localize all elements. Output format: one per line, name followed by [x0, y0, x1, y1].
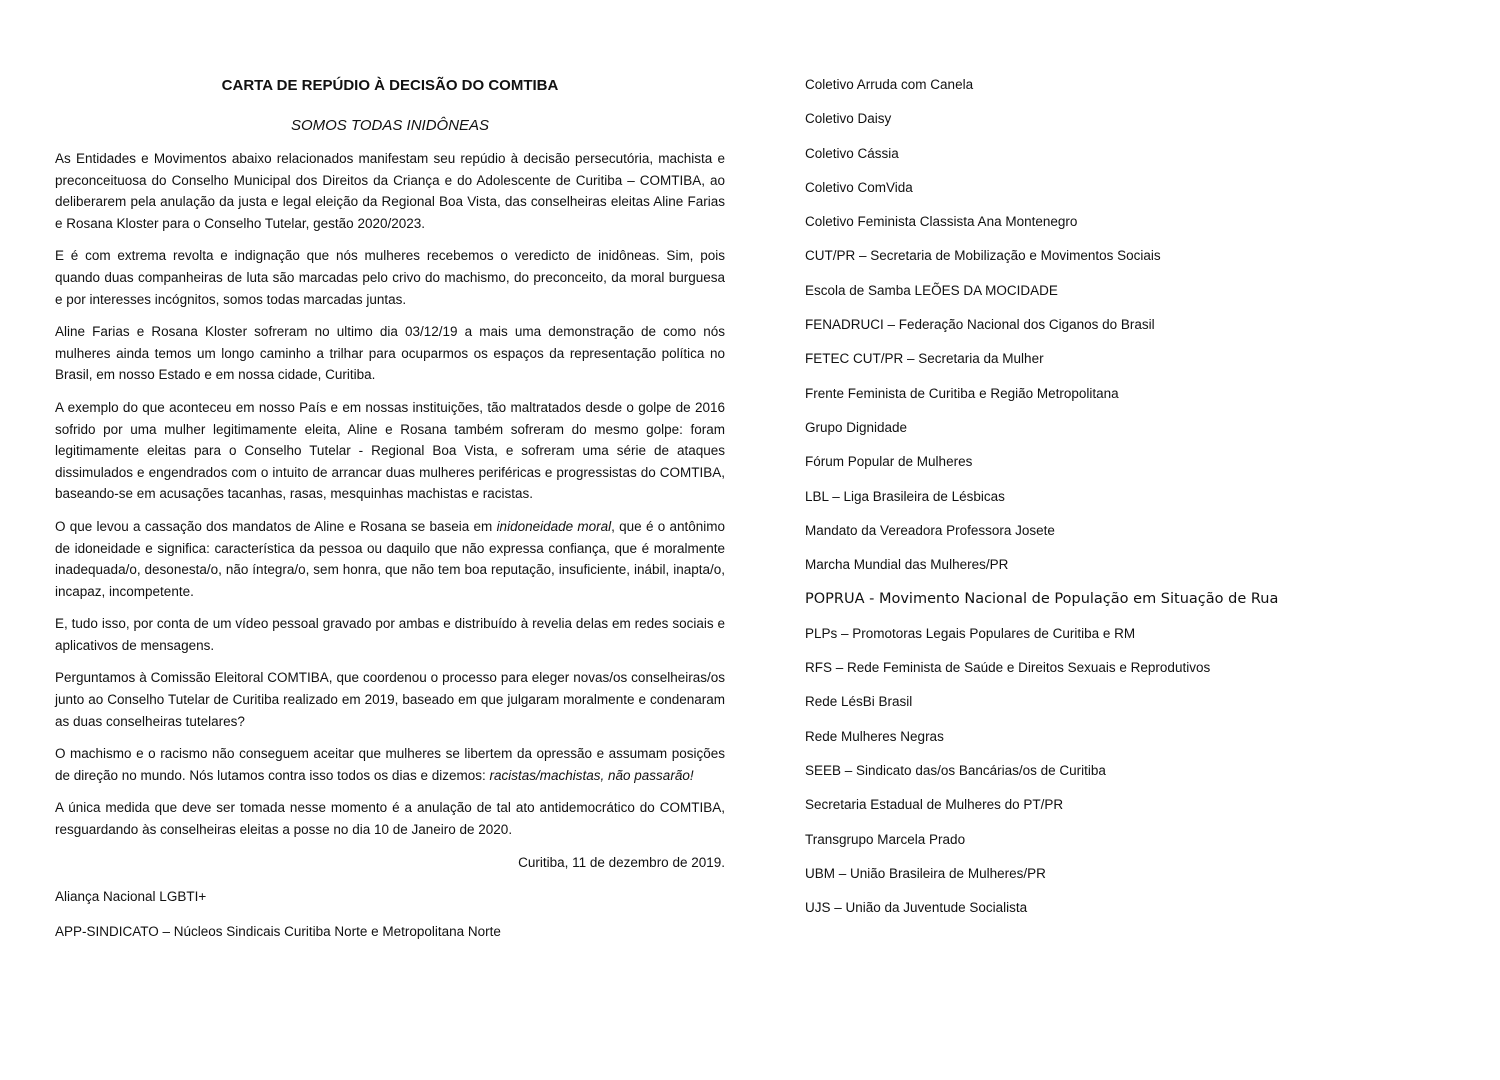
paragraph-3: Aline Farias e Rosana Kloster sofreram no ultimo dia 03/12/19 a mais uma demonstração de como nós mulheres ainda temos um longo caminho a trilhar para ocuparmos os espaços da representação política no Brasil, em nosso Estado e em nossa cidade, Curitiba.	[55, 324, 725, 383]
signatory-item: LBL – Liga Brasileira de Lésbicas	[805, 488, 1005, 504]
letter-date: Curitiba, 11 de dezembro de 2019.	[518, 854, 725, 870]
signatory-item: CUT/PR – Secretaria de Mobilização e Movimentos Sociais	[805, 248, 1161, 264]
paragraph-8-emphasis: racistas/machistas, não passarão!	[489, 767, 694, 783]
letter-title: CARTA DE REPÚDIO À DECISÃO DO COMTIBA	[221, 77, 559, 94]
signatories-list	[805, 74, 1445, 931]
paragraph-5-text-b: , que é o antônimo de idoneidade e significa: característica da pessoa ou daquilo que não expressa confiança, que é moralmente inadequada/o, desonesta/o, não íntegra/o, sem honra, que não tem boa reputação, insuficiente, inábil, inapta/o, incapaz, incompetente.	[55, 518, 725, 599]
paragraph-2: E é com extrema revolta e indignação que nós mulheres recebemos o veredicto de inidôneas. Sim, pois quando duas companheiras de luta são marcadas pelo crivo do machismo, do preconceito, da moral burguesa e por interesses incógnitos, somos todas marcadas juntas.	[55, 248, 725, 307]
signatory-item: PLPs – Promotoras Legais Populares de Curitiba e RM	[805, 625, 1136, 641]
signatory-item: Fórum Popular de Mulheres	[805, 454, 973, 470]
paragraph-6: E, tudo isso, por conta de um vídeo pessoal gravado por ambas e distribuído à revelia delas em redes sociais e aplicativos de mensagens.	[55, 616, 725, 653]
signatory-item: Coletivo Daisy	[805, 111, 892, 127]
signatory-item: Marcha Mundial das Mulheres/PR	[805, 557, 1009, 573]
signatory-item: UBM – União Brasileira de Mulheres/PR	[805, 865, 1046, 881]
signatory-item: FENADRUCI – Federação Nacional dos Ciganos do Brasil	[805, 317, 1155, 333]
signatory-item: Rede LésBi Brasil	[805, 694, 913, 710]
signatory-item: Escola de Samba LEÕES DA MOCIDADE	[805, 282, 1058, 298]
paragraph-5	[55, 516, 725, 602]
signatory-item: POPRUA - Movimento Nacional de População em Situação de Rua	[805, 591, 1279, 608]
signatory-item: Mandato da Vereadora Professora Josete	[805, 522, 1055, 538]
letter-subtitle: SOMOS TODAS INIDÔNEAS	[290, 117, 490, 134]
signatory-item: Coletivo Cássia	[805, 145, 899, 161]
paragraph-8	[55, 743, 725, 786]
signatory-item: Rede Mulheres Negras	[805, 728, 944, 744]
signatory-item: SEEB – Sindicato das/os Bancárias/os de Curitiba	[805, 762, 1106, 778]
paragraph-7: Perguntamos à Comissão Eleitoral COMTIBA, que coordenou o processo para eleger novas/os conselheiras/os junto ao Conselho Tutelar de Curitiba realizado em 2019, baseado em que julgaram moralmente e condenaram as duas conselheiras tutelares?	[55, 670, 725, 729]
signatory-item: FETEC CUT/PR – Secretaria da Mulher	[805, 351, 1044, 367]
letter-column	[55, 76, 725, 955]
signatory-item: Coletivo Arruda com Canela	[805, 77, 974, 92]
signatory-item: UJS – União da Juventude Socialista	[805, 900, 1028, 916]
paragraph-8-text: O machismo e o racismo não conseguem aceitar que mulheres se libertem da opressão e assumam posições de direção no mundo. Nós lutamos contra isso todos os dias e dizemos:	[55, 746, 725, 783]
signatory-item: RFS – Rede Feminista de Saúde e Direitos Sexuais e Reprodutivos	[805, 660, 1211, 676]
paragraph-5-text-a: O que levou a cassação dos mandatos de Aline e Rosana se baseia em	[55, 518, 497, 534]
signatory-item: Grupo Dignidade	[805, 419, 908, 435]
signatory-item: Secretaria Estadual de Mulheres do PT/PR	[805, 797, 1064, 813]
paragraph-4: A exemplo do que aconteceu em nosso País e em nossas instituições, tão maltratados desde o golpe de 2016 sofrido por uma mulher legitimamente eleita, Aline e Rosana também sofreram do mesmo golpe: foram legitimamente eleitas para o Conselho Tutelar - Regional Boa Vista, e sofreram uma série de ataques dissimulados e engendrados com o intuito de arrancar duas mulheres periféricas e progressistas do COMTIBA, baseando-se em acusações tacanhas, rasas, mesquinhas machistas e racistas.	[55, 399, 725, 502]
signatory-item: APP-SINDICATO – Núcleos Sindicais Curitiba Norte e Metropolitana Norte	[55, 923, 501, 939]
signatory-item: Aliança Nacional LGBTI+	[55, 889, 207, 905]
signatory-item: Frente Feminista de Curitiba e Região Metropolitana	[805, 385, 1119, 401]
signatory-item: Coletivo Feminista Classista Ana Montenegro	[805, 214, 1078, 230]
signatory-item: Transgrupo Marcela Prado	[805, 831, 966, 847]
paragraph-9: A única medida que deve ser tomada nesse momento é a anulação de tal ato antidemocrático do COMTIBA, resguardando às conselheiras eleitas a posse no dia 10 de Janeiro de 2020.	[55, 800, 725, 838]
paragraph-5-emphasis: inidoneidade moral	[496, 518, 612, 534]
signatory-item: Coletivo ComVida	[805, 179, 913, 195]
paragraph-1: As Entidades e Movimentos abaixo relacionados manifestam seu repúdio à decisão persecutória, machista e preconceituosa do Conselho Municipal dos Direitos da Criança e do Adolescente de Curitiba – COMTIBA, ao deliberarem pela anulação da justa e legal eleição da Regional Boa Vista, das conselheiras eleitas Aline Farias e Rosana Kloster para o Conselho Tutelar, gestão 2020/2023.	[55, 151, 725, 231]
